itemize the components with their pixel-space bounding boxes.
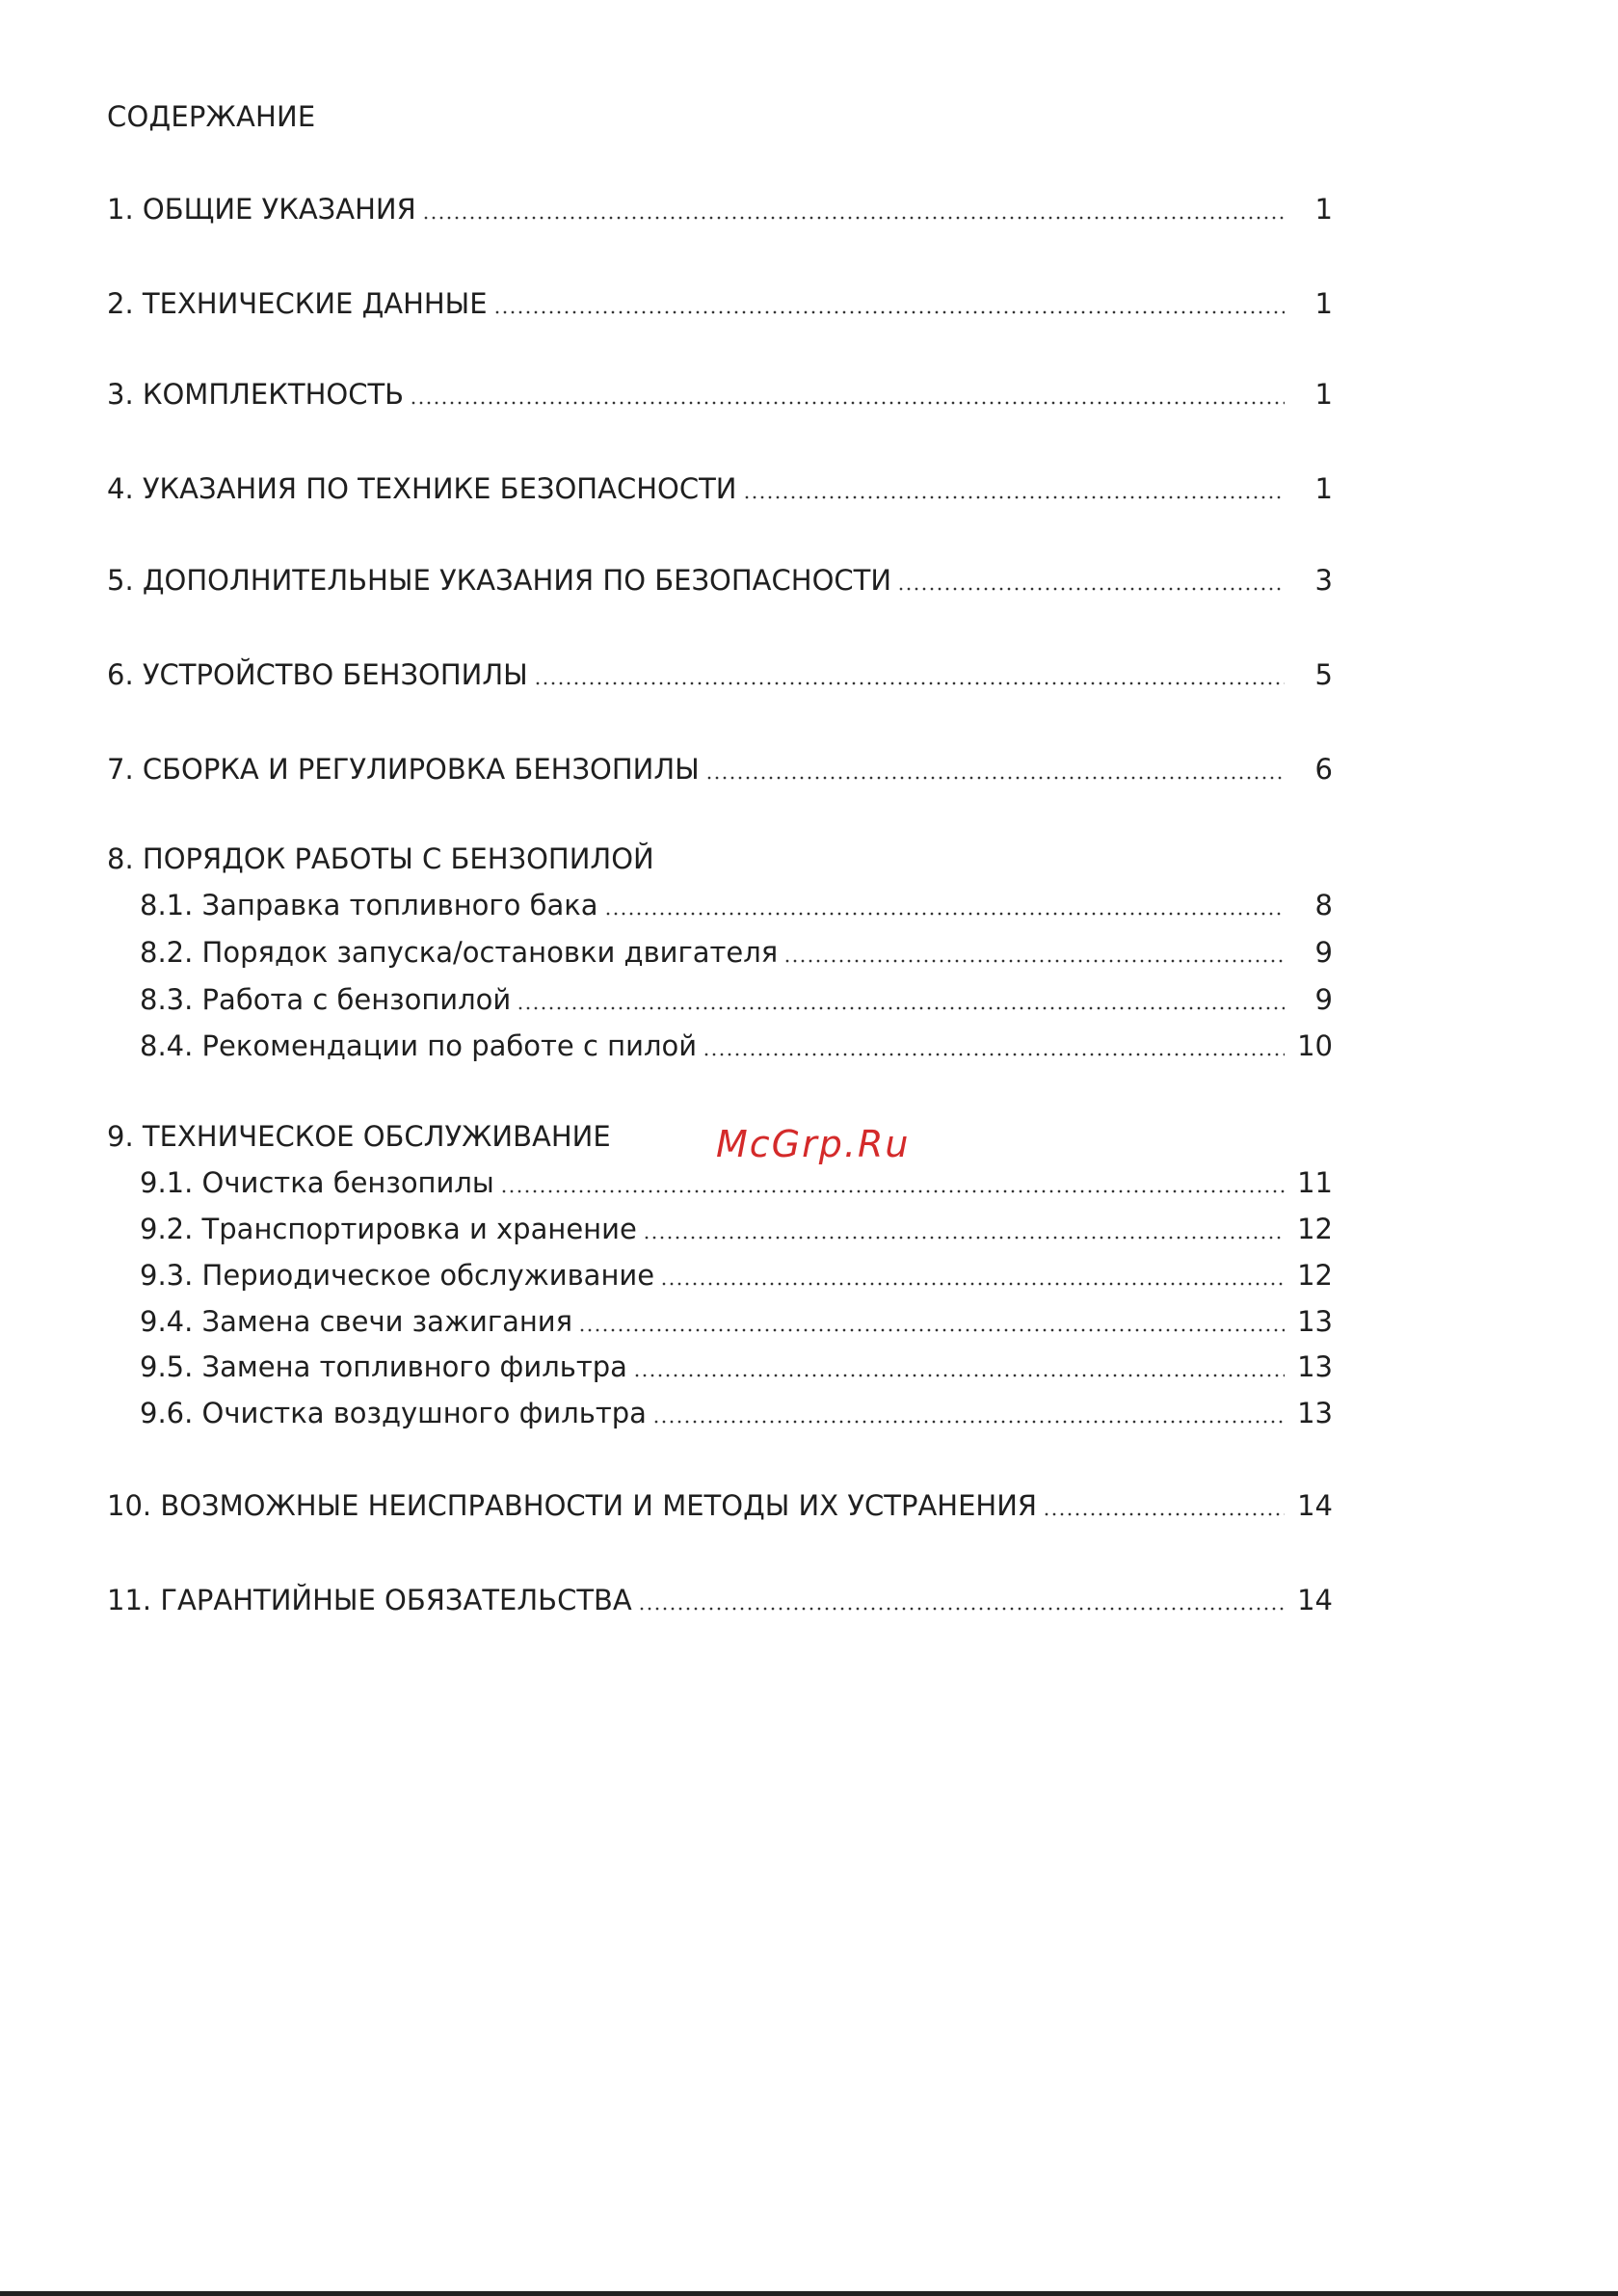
toc-entry-label: 11. ГАРАНТИЙНЫЕ ОБЯЗАТЕЛЬСТВА [107, 1584, 632, 1616]
toc-subentry-page: 13 [1297, 1397, 1333, 1429]
dot-leader [703, 1052, 1285, 1057]
section-heading[interactable]: 9. ТЕХНИЧЕСКОЕ ОБСЛУЖИВАНИЕ [107, 1120, 611, 1153]
dot-leader [633, 1373, 1285, 1378]
toc-subentry-label: 9.2. Транспортировка и хранение [140, 1213, 637, 1245]
toc-entry[interactable] [107, 658, 1333, 691]
toc-subentry-label: 8.1. Заправка топливного бака [140, 889, 598, 921]
toc-subentry-label: 8.2. Порядок запуска/остановки двигателя [140, 936, 779, 969]
toc-entry[interactable] [107, 1489, 1333, 1522]
toc-entry-label: 5. ДОПОЛНИТЕЛЬНЫЕ УКАЗАНИЯ ПО БЕЗОПАСНОСТИ [107, 564, 892, 597]
toc-subentry-page: 9 [1314, 983, 1333, 1016]
dot-leader [705, 775, 1285, 781]
toc-entry-label: 2. ТЕХНИЧЕСКИЕ ДАННЫЕ [107, 287, 488, 320]
toc-entry-label: 1. ОБЩИЕ УКАЗАНИЯ [107, 193, 416, 226]
toc-entry-page: 6 [1314, 753, 1333, 786]
page-title: СОДЕРЖАНИЕ [107, 100, 316, 133]
toc-subentry-label: 9.4. Замена свечи зажигания [140, 1305, 573, 1338]
toc-subentry-page: 12 [1297, 1259, 1333, 1292]
toc-subentry-page: 13 [1297, 1305, 1333, 1338]
dot-leader [534, 681, 1285, 686]
dot-leader [500, 1188, 1285, 1194]
toc-entry-page: 5 [1314, 658, 1333, 691]
dot-leader [660, 1281, 1285, 1287]
toc-subentry[interactable] [140, 1397, 1333, 1429]
watermark: McGrp.Ru [716, 1123, 911, 1165]
dot-leader [638, 1606, 1285, 1612]
dot-leader [578, 1327, 1285, 1333]
toc-entry-label: 6. УСТРОЙСТВО БЕНЗОПИЛЫ [107, 658, 528, 691]
toc-entry[interactable] [107, 378, 1333, 411]
toc-subentry[interactable] [140, 983, 1333, 1016]
toc-entry[interactable] [107, 472, 1333, 505]
dot-leader [643, 1235, 1285, 1241]
dot-leader [422, 215, 1285, 221]
toc-subentry[interactable] [140, 1259, 1333, 1292]
toc-subentry-label: 9.1. Очистка бензопилы [140, 1166, 494, 1199]
toc-subentry-page: 11 [1297, 1166, 1333, 1199]
dot-leader [783, 958, 1285, 964]
toc-subentry-page: 12 [1297, 1213, 1333, 1245]
toc-subentry[interactable] [140, 889, 1333, 921]
toc-entry-label: 10. ВОЗМОЖНЫЕ НЕИСПРАВНОСТИ И МЕТОДЫ ИХ УСТРАНЕНИЯ [107, 1489, 1038, 1522]
dot-leader [1043, 1511, 1285, 1517]
toc-entry-page: 1 [1314, 378, 1333, 411]
toc-entry-page: 1 [1314, 193, 1333, 226]
toc-entry-page: 14 [1297, 1584, 1333, 1616]
toc-subentry-label: 8.3. Работа с бензопилой [140, 983, 512, 1016]
dot-leader [652, 1419, 1285, 1425]
dot-leader [897, 586, 1285, 592]
toc-subentry[interactable] [140, 1029, 1333, 1062]
page-bottom-rule [0, 2291, 1618, 2296]
toc-subentry[interactable] [140, 936, 1333, 969]
toc-subentry-label: 9.6. Очистка воздушного фильтра [140, 1397, 647, 1429]
toc-entry-label: 3. КОМПЛЕКТНОСТЬ [107, 378, 405, 411]
toc-subentry-page: 9 [1314, 936, 1333, 969]
toc-entry-label: 7. СБОРКА И РЕГУЛИРОВКА БЕНЗОПИЛЫ [107, 753, 700, 786]
toc-subentry-label: 8.4. Рекомендации по работе с пилой [140, 1029, 698, 1062]
toc-subentry-page: 10 [1297, 1029, 1333, 1062]
toc-entry[interactable] [107, 1584, 1333, 1616]
toc-entry-page: 1 [1314, 472, 1333, 505]
toc-subentry-label: 9.5. Замена топливного фильтра [140, 1350, 627, 1383]
toc-subentry-label: 9.3. Периодическое обслуживание [140, 1259, 655, 1292]
toc-subentry[interactable] [140, 1213, 1333, 1245]
toc-subentry[interactable] [140, 1305, 1333, 1338]
toc-entry-label: 4. УКАЗАНИЯ ПО ТЕХНИКЕ БЕЗОПАСНОСТИ [107, 472, 737, 505]
dot-leader [604, 911, 1285, 917]
toc-entry[interactable] [107, 564, 1333, 597]
toc-entry-page: 1 [1314, 287, 1333, 320]
dot-leader [410, 400, 1285, 406]
section-heading[interactable]: 8. ПОРЯДОК РАБОТЫ С БЕНЗОПИЛОЙ [107, 842, 654, 875]
toc-entry[interactable] [107, 287, 1333, 320]
dot-leader [517, 1005, 1285, 1011]
toc-subentry-page: 8 [1314, 889, 1333, 921]
toc-subentry[interactable] [140, 1350, 1333, 1383]
toc-subentry[interactable] [140, 1166, 1333, 1199]
dot-leader [493, 309, 1285, 315]
toc-entry[interactable] [107, 753, 1333, 786]
toc-entry-page: 14 [1297, 1489, 1333, 1522]
dot-leader [743, 494, 1286, 500]
toc-entry-page: 3 [1314, 564, 1333, 597]
toc-entry[interactable] [107, 193, 1333, 226]
toc-subentry-page: 13 [1297, 1350, 1333, 1383]
